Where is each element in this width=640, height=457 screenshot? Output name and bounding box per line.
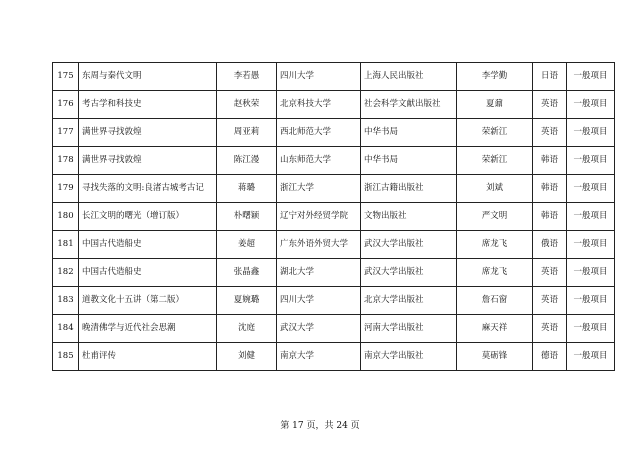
translator-name-cell: 张晶鑫 xyxy=(217,259,277,287)
institution-name-cell: 南京大学 xyxy=(277,343,361,371)
project-type-cell: 一般项目 xyxy=(567,287,615,315)
language-cell: 英语 xyxy=(533,259,567,287)
table-row xyxy=(53,315,615,343)
project-type-cell: 一般项目 xyxy=(567,63,615,91)
book-title-cell: 道教文化十五讲（第二版） xyxy=(79,287,217,315)
row-number-cell: 183 xyxy=(53,287,79,315)
page-footer: 第 17 页，共 24 页 xyxy=(280,421,360,431)
translator-name-cell: 沈庭 xyxy=(217,315,277,343)
author-name-cell: 刘斌 xyxy=(457,175,533,203)
project-type-cell: 一般项目 xyxy=(567,119,615,147)
book-title-cell: 中国古代造船史 xyxy=(79,259,217,287)
project-type-cell: 一般项目 xyxy=(567,91,615,119)
language-cell: 韩语 xyxy=(533,203,567,231)
translator-name-cell: 周亚莉 xyxy=(217,119,277,147)
translator-name-cell: 蒋璐 xyxy=(217,175,277,203)
table-row xyxy=(53,343,615,371)
table-row xyxy=(53,91,615,119)
institution-name-cell: 四川大学 xyxy=(277,63,361,91)
publisher-name-cell: 北京大学出版社 xyxy=(361,287,457,315)
row-number-cell: 178 xyxy=(53,147,79,175)
project-type-cell: 一般项目 xyxy=(567,259,615,287)
book-title-cell: 考古学和科技史 xyxy=(79,91,217,119)
row-number-cell: 176 xyxy=(53,91,79,119)
table-row xyxy=(53,63,615,91)
author-name-cell: 詹石窗 xyxy=(457,287,533,315)
row-number-cell: 179 xyxy=(53,175,79,203)
language-cell: 日语 xyxy=(533,63,567,91)
institution-name-cell: 武汉大学 xyxy=(277,315,361,343)
book-title-cell: 晚清佛学与近代社会思潮 xyxy=(79,315,217,343)
table-row xyxy=(53,287,615,315)
author-name-cell: 夏鼐 xyxy=(457,91,533,119)
institution-name-cell: 浙江大学 xyxy=(277,175,361,203)
institution-name-cell: 辽宁对外经贸学院 xyxy=(277,203,361,231)
publisher-name-cell: 中华书局 xyxy=(361,119,457,147)
language-cell: 韩语 xyxy=(533,147,567,175)
book-title-cell: 长江文明的曙光（增订版） xyxy=(79,203,217,231)
project-type-cell: 一般项目 xyxy=(567,203,615,231)
author-name-cell: 荣新江 xyxy=(457,119,533,147)
project-type-cell: 一般项目 xyxy=(567,175,615,203)
row-number-cell: 181 xyxy=(53,231,79,259)
language-cell: 英语 xyxy=(533,119,567,147)
translator-name-cell: 刘健 xyxy=(217,343,277,371)
project-type-cell: 一般项目 xyxy=(567,315,615,343)
author-name-cell: 严文明 xyxy=(457,203,533,231)
table-row xyxy=(53,147,615,175)
project-type-cell: 一般项目 xyxy=(567,343,615,371)
author-name-cell: 李学勤 xyxy=(457,63,533,91)
language-cell: 英语 xyxy=(533,287,567,315)
book-title-cell: 中国古代造船史 xyxy=(79,231,217,259)
publisher-name-cell: 武汉大学出版社 xyxy=(361,231,457,259)
book-title-cell: 满世界寻找敦煌 xyxy=(79,119,217,147)
row-number-cell: 184 xyxy=(53,315,79,343)
translator-name-cell: 陈江漫 xyxy=(217,147,277,175)
publisher-name-cell: 社会科学文献出版社 xyxy=(361,91,457,119)
publisher-name-cell: 文物出版社 xyxy=(361,203,457,231)
book-title-cell: 寻找失落的文明:良渚古城考古记 xyxy=(79,175,217,203)
institution-name-cell: 广东外语外贸大学 xyxy=(277,231,361,259)
institution-name-cell: 山东师范大学 xyxy=(277,147,361,175)
project-type-cell: 一般项目 xyxy=(567,231,615,259)
publisher-name-cell: 武汉大学出版社 xyxy=(361,259,457,287)
author-name-cell: 席龙飞 xyxy=(457,259,533,287)
table-row xyxy=(53,119,615,147)
language-cell: 英语 xyxy=(533,91,567,119)
row-number-cell: 185 xyxy=(53,343,79,371)
row-number-cell: 180 xyxy=(53,203,79,231)
row-number-cell: 175 xyxy=(53,63,79,91)
institution-name-cell: 北京科技大学 xyxy=(277,91,361,119)
publisher-name-cell: 河南大学出版社 xyxy=(361,315,457,343)
table-row xyxy=(53,175,615,203)
translator-name-cell: 赵秋荣 xyxy=(217,91,277,119)
publisher-name-cell: 中华书局 xyxy=(361,147,457,175)
row-number-cell: 177 xyxy=(53,119,79,147)
project-type-cell: 一般项目 xyxy=(567,147,615,175)
translator-name-cell: 朴曙颖 xyxy=(217,203,277,231)
table-row xyxy=(53,259,615,287)
translator-name-cell: 姜超 xyxy=(217,231,277,259)
author-name-cell: 荣新江 xyxy=(457,147,533,175)
language-cell: 韩语 xyxy=(533,175,567,203)
author-name-cell: 席龙飞 xyxy=(457,231,533,259)
translator-name-cell: 夏婉璐 xyxy=(217,287,277,315)
project-table xyxy=(52,62,615,371)
book-title-cell: 杜甫评传 xyxy=(79,343,217,371)
author-name-cell: 莫砺锋 xyxy=(457,343,533,371)
table-row xyxy=(53,231,615,259)
language-cell: 德语 xyxy=(533,343,567,371)
institution-name-cell: 湖北大学 xyxy=(277,259,361,287)
publisher-name-cell: 浙江古籍出版社 xyxy=(361,175,457,203)
author-name-cell: 麻天祥 xyxy=(457,315,533,343)
book-title-cell: 满世界寻找敦煌 xyxy=(79,147,217,175)
language-cell: 俄语 xyxy=(533,231,567,259)
translator-name-cell: 李若愚 xyxy=(217,63,277,91)
row-number-cell: 182 xyxy=(53,259,79,287)
publisher-name-cell: 上海人民出版社 xyxy=(361,63,457,91)
book-title-cell: 东周与秦代文明 xyxy=(79,63,217,91)
publisher-name-cell: 南京大学出版社 xyxy=(361,343,457,371)
institution-name-cell: 西北师范大学 xyxy=(277,119,361,147)
language-cell: 英语 xyxy=(533,315,567,343)
institution-name-cell: 四川大学 xyxy=(277,287,361,315)
table-row xyxy=(53,203,615,231)
